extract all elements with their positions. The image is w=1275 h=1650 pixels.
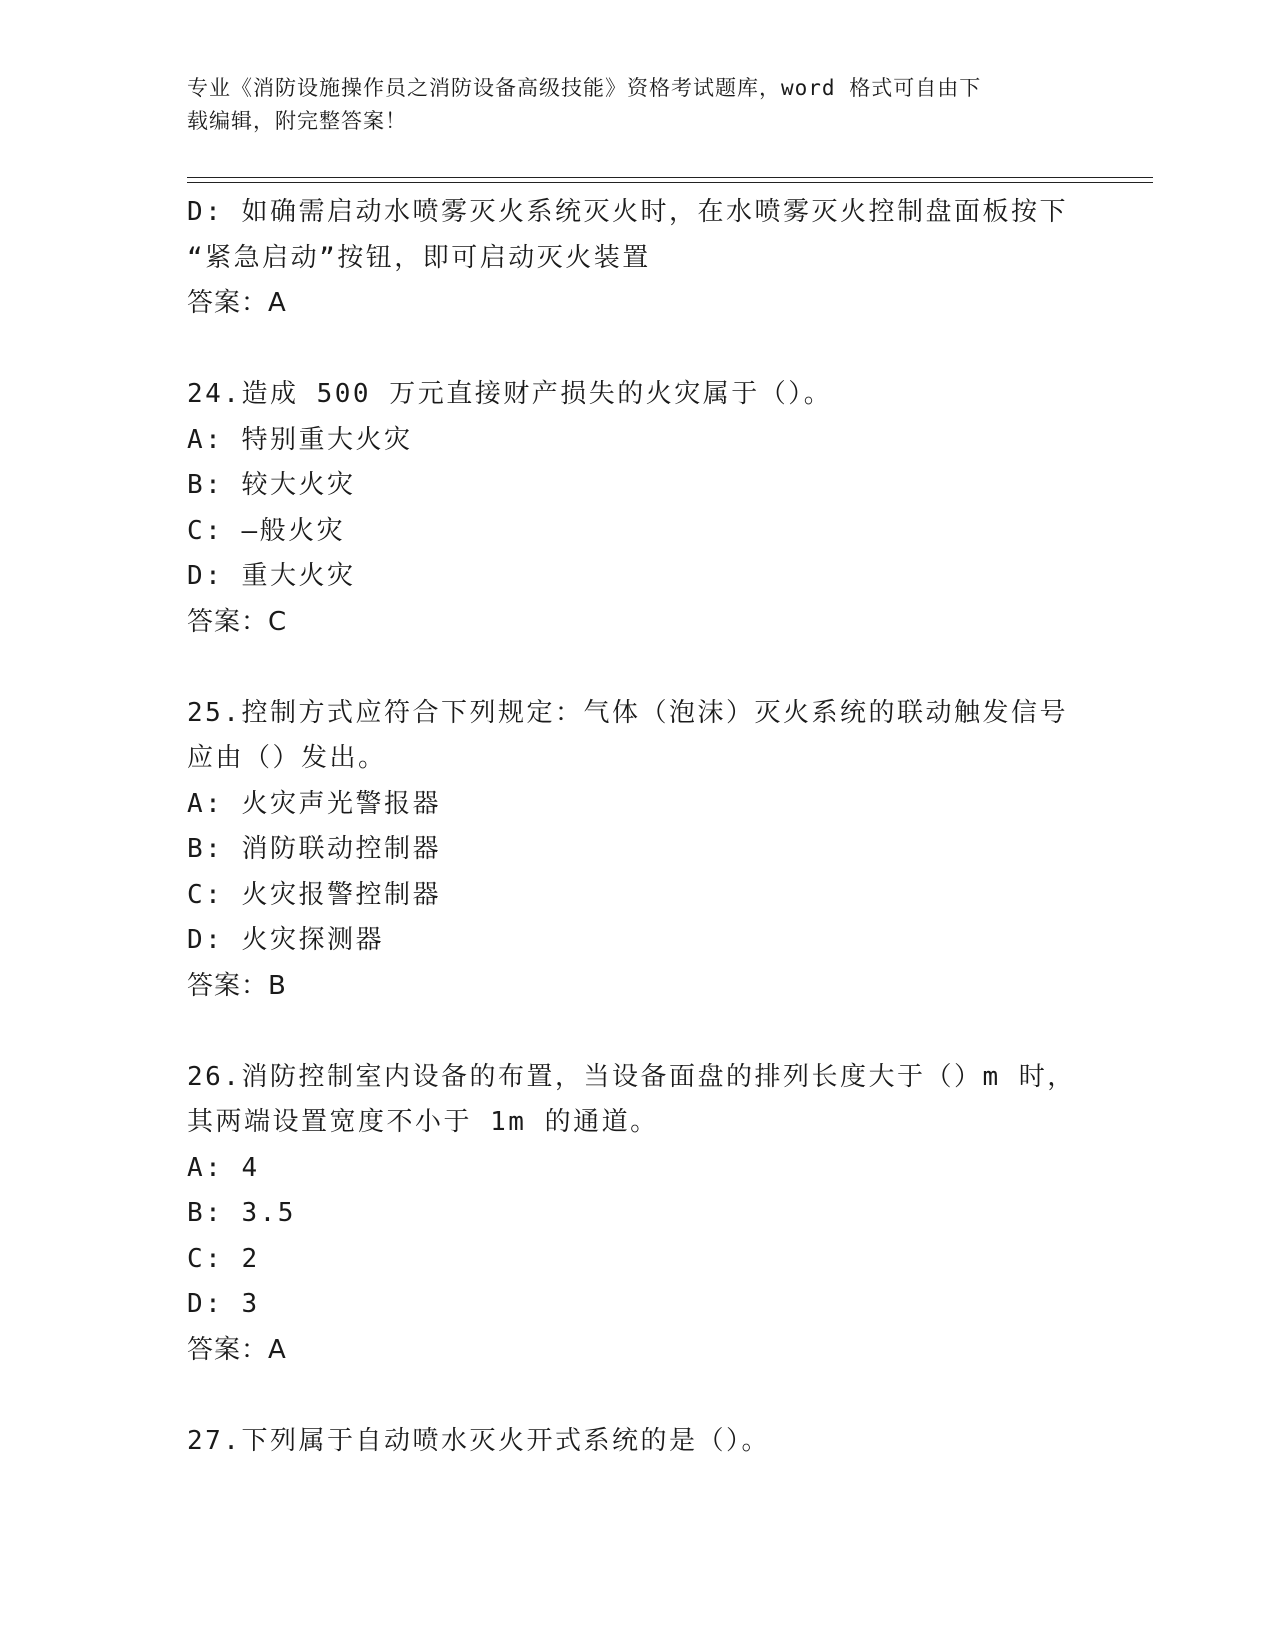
option-c: C: —般火灾: [187, 515, 346, 546]
option-a: A: 4: [187, 1152, 260, 1183]
answer: 答案：A: [187, 288, 287, 318]
question-25: [187, 691, 1087, 1010]
option-c: C: 2: [187, 1243, 260, 1274]
option-b: B: 3.5: [187, 1198, 296, 1228]
option-d: D: 火灾探测器: [187, 925, 384, 955]
question-stem: 27.下列属于自动喷水灭火开式系统的是（）。: [187, 1425, 770, 1456]
option-c: C: 火灾报警控制器: [187, 879, 441, 910]
option-a: A: 火灾声光警报器: [187, 788, 441, 819]
previous-question-tail: [187, 190, 1087, 327]
option-b: B: 较大火灾: [187, 470, 356, 500]
question-stem-continued: 其两端设置宽度不小于 1m 的通道。: [187, 1107, 659, 1137]
question-stem-continued: 应由（）发出。: [187, 743, 387, 773]
header-line-2: 载编辑，附完整答案！: [187, 109, 407, 133]
header-divider-top: [187, 177, 1153, 178]
answer: 答案：B: [187, 970, 287, 1001]
header-divider-bottom: [187, 182, 1153, 183]
question-27: [187, 1419, 1087, 1465]
question-24: [187, 372, 1087, 645]
question-list: [187, 190, 1087, 1464]
header-line-1: 专业《消防设施操作员之消防设备高级技能》资格考试题库，word 格式可自由下: [187, 76, 982, 100]
option-d: D: 3: [187, 1289, 260, 1319]
document-header: [187, 72, 1087, 138]
option-d-continued: “紧急启动”按钮，即可启动灭火装置: [187, 242, 651, 273]
option-d: D: 重大火灾: [187, 561, 356, 591]
answer: 答案：A: [187, 1334, 287, 1365]
option-d: D: 如确需启动水喷雾灭火系统灭火时，在水喷雾灭火控制盘面板按下: [187, 197, 1068, 227]
question-stem: 25.控制方式应符合下列规定：气体（泡沫）灭火系统的联动触发信号: [187, 697, 1068, 728]
option-a: A: 特别重大火灾: [187, 424, 413, 455]
question-stem: 24.造成 500 万元直接财产损失的火灾属于（）。: [187, 379, 833, 409]
question-stem: 26.消防控制室内设备的布置，当设备面盘的排列长度大于（）m 时，: [187, 1061, 1076, 1092]
option-b: B: 消防联动控制器: [187, 834, 441, 864]
question-26: [187, 1055, 1087, 1374]
answer: 答案：C: [187, 606, 288, 637]
